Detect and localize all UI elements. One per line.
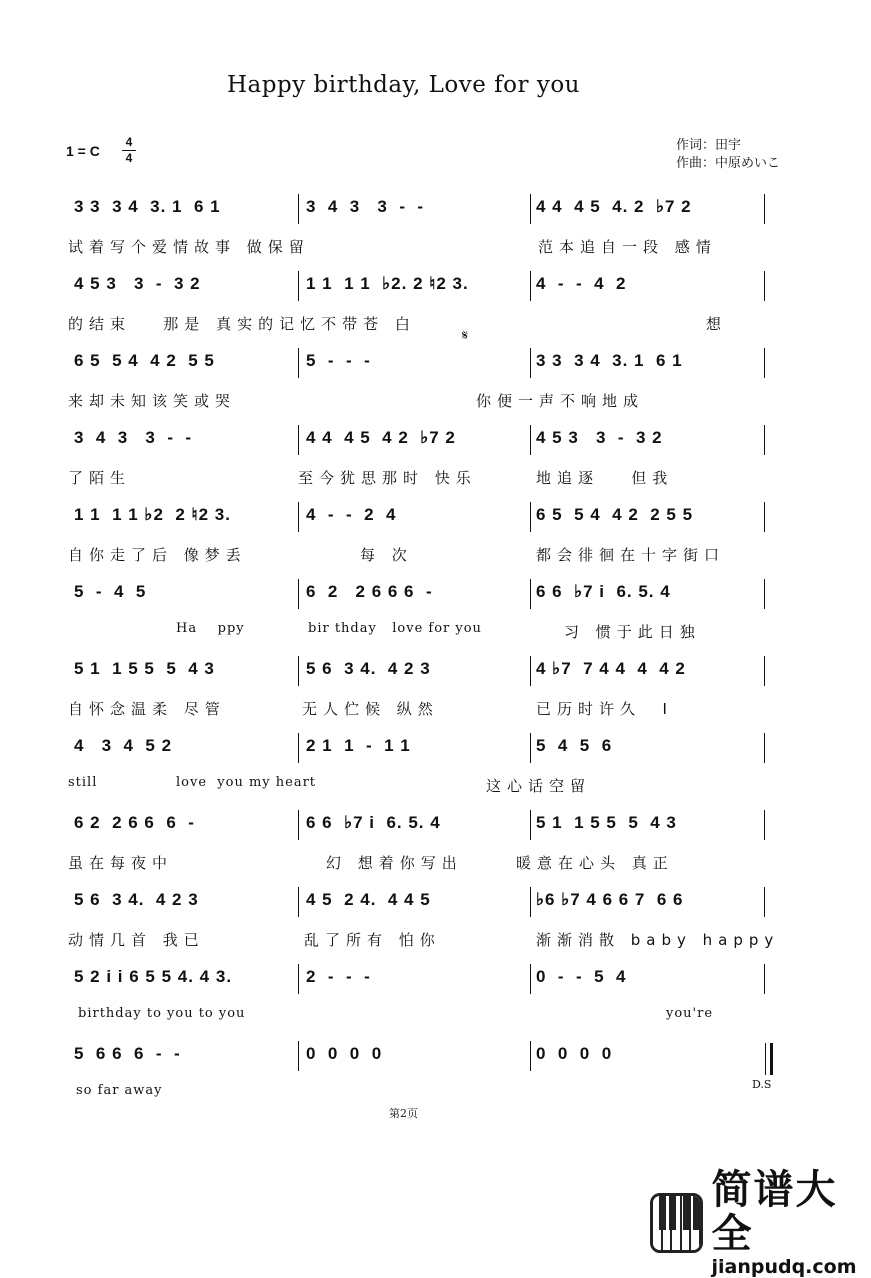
barline	[298, 425, 299, 455]
lyric-line: still	[68, 775, 98, 790]
barline	[764, 964, 765, 994]
measure-notes: 3 4 3 3 - -	[74, 428, 193, 447]
measure-notes: 6 6 ♭7 i 6. 5. 4	[306, 813, 441, 832]
lyric-line: so far away	[76, 1083, 163, 1098]
barline	[530, 579, 531, 609]
score-system	[66, 421, 776, 491]
lyric-line: 动情几首 我已	[68, 931, 205, 949]
measure	[306, 421, 531, 455]
barline	[298, 1041, 299, 1071]
measure	[74, 960, 299, 994]
barline	[764, 579, 765, 609]
measure-notes: 5 1 1 5 5 5 4 3	[536, 813, 677, 832]
measure	[536, 498, 761, 532]
barline	[298, 579, 299, 609]
score-system	[66, 960, 776, 1030]
measure-notes: 1 1 1 1 ♭2. 2 ♮2 3.	[306, 274, 469, 293]
lyric-line: 了陌生	[68, 469, 132, 487]
barline	[530, 194, 531, 224]
lyric-line: 自你走了后 像梦丢	[68, 546, 247, 564]
barline	[298, 502, 299, 532]
measure	[536, 267, 761, 301]
measure-notes: 4 - - 4 2	[536, 274, 627, 293]
measure	[536, 344, 761, 378]
measure-notes: 4 ♭7 7 4 4 4 4 2	[536, 659, 686, 678]
time-signature	[122, 136, 136, 165]
lyric-line: 无人伫候 纵然	[302, 700, 439, 718]
measure	[74, 190, 299, 224]
lyric-line: 每 次	[360, 546, 413, 564]
lyric-line: 的结束 那是 真实的记忆不带苍 白	[68, 315, 416, 333]
measure-notes: 6 5 5 4 4 2 5 5	[74, 351, 215, 370]
measure	[74, 806, 299, 840]
barline	[298, 810, 299, 840]
measure-notes: 4 5 2 4. 4 4 5	[306, 890, 431, 909]
measure-notes: 4 - - 2 4	[306, 505, 397, 524]
barline	[530, 1041, 531, 1071]
barline	[530, 271, 531, 301]
time-sig-bottom: 4	[125, 151, 133, 165]
barline	[530, 887, 531, 917]
barline	[530, 964, 531, 994]
measure	[536, 729, 761, 763]
measure	[74, 883, 299, 917]
barline	[298, 964, 299, 994]
measure-notes: 5 - 4 5	[74, 582, 147, 601]
measure	[74, 729, 299, 763]
measure	[536, 960, 761, 994]
measure	[74, 1037, 299, 1071]
lyricist-credit: 作词：田宇	[676, 138, 742, 153]
measure-notes: 4 4 4 5 4 2 ♭7 2	[306, 428, 456, 447]
measure-notes: 6 2 2 6 6 6 -	[74, 813, 195, 832]
barline	[530, 425, 531, 455]
measure	[306, 498, 531, 532]
measure	[74, 652, 299, 686]
measure-notes: 4 5 3 3 - 3 2	[74, 274, 201, 293]
measure	[536, 806, 761, 840]
lyric-line: birthday to you to you	[78, 1006, 246, 1021]
measure-notes: 5 6 3 4. 4 2 3	[74, 890, 199, 909]
score-system	[66, 344, 776, 414]
measure-notes: 4 3 4 5 2	[74, 736, 173, 755]
measure	[306, 652, 531, 686]
measure	[306, 190, 531, 224]
measure	[306, 960, 531, 994]
barline	[764, 810, 765, 840]
page-footer: 第2页	[389, 1107, 418, 1120]
measure-notes: 0 0 0 0	[306, 1044, 383, 1063]
barline	[298, 733, 299, 763]
site-logo	[650, 1168, 871, 1278]
lyric-line: 自怀念温柔 尽管	[68, 700, 226, 718]
barline	[298, 194, 299, 224]
lyric-line: 想	[706, 315, 728, 333]
measure	[306, 883, 531, 917]
score-system	[66, 575, 776, 645]
measure	[536, 575, 761, 609]
score-system	[66, 1037, 776, 1107]
measure-notes: 1 1 1 1 ♭2 2 ♮2 3.	[74, 505, 231, 524]
lyric-line: 你便一声不响地成	[476, 392, 645, 410]
segno-sign: 𝄋	[462, 328, 469, 344]
score-system	[66, 883, 780, 953]
barline	[530, 502, 531, 532]
measure-notes: 5 6 6 6 - -	[74, 1044, 181, 1063]
measure-notes: 4 5 3 3 - 3 2	[536, 428, 663, 447]
measure	[74, 498, 299, 532]
score-system	[66, 190, 776, 260]
measure-notes: 2 1 1 - 1 1	[306, 736, 411, 755]
measure-notes: 3 3 3 4 3. 1 6 1	[536, 351, 683, 370]
lyric-line: 习 惯于此日独	[564, 623, 701, 641]
lyric-line: Ha ppy	[176, 621, 245, 636]
score-system	[66, 806, 776, 876]
barline	[298, 887, 299, 917]
lyric-line: 渐渐消散 baby happy	[536, 931, 780, 949]
measure	[306, 729, 531, 763]
score-system	[66, 267, 776, 337]
measure	[74, 575, 299, 609]
measure-notes: 2 - - -	[306, 967, 371, 986]
barline	[764, 733, 765, 763]
measure-notes: 0 0 0 0	[536, 1044, 613, 1063]
lyric-line: 已历时许久 I	[536, 700, 673, 718]
measure	[306, 267, 531, 301]
barline	[764, 271, 765, 301]
barline	[298, 271, 299, 301]
measure	[306, 1037, 531, 1071]
lyric-line: 暖意在心头 真正	[516, 854, 674, 872]
barline	[764, 887, 765, 917]
measure	[74, 344, 299, 378]
measure-notes: 3 4 3 3 - -	[306, 197, 425, 216]
lyric-line: 范本追自一段 感情	[538, 238, 717, 256]
measure	[536, 1037, 761, 1071]
time-sig-top: 4	[125, 135, 133, 149]
final-barline	[765, 1043, 773, 1075]
logo-text: 简谱大全	[711, 1167, 838, 1257]
lyric-line: 乱了所有 怕你	[304, 931, 441, 949]
lyric-line: 试着写个爱情故事 做保留	[68, 238, 310, 256]
lyric-line: 地追逐 但我	[536, 469, 674, 487]
score-system	[66, 498, 776, 568]
score-system	[66, 729, 776, 799]
measure	[536, 421, 761, 455]
barline	[530, 656, 531, 686]
measure-notes: 5 6 3 4. 4 2 3	[306, 659, 431, 678]
measure-notes: 5 4 5 6	[536, 736, 613, 755]
barline	[764, 194, 765, 224]
piano-icon	[650, 1193, 703, 1253]
measure-notes: ♭6 ♭7 4 6 6 7 6 6	[536, 890, 684, 909]
measure-notes: 3 3 3 4 3. 1 6 1	[74, 197, 221, 216]
lyric-line: bir thday love for you	[308, 621, 482, 636]
measure-notes: 5 1 1 5 5 5 4 3	[74, 659, 215, 678]
measure-notes: 6 2 2 6 6 6 -	[306, 582, 433, 601]
measure-notes: 6 5 5 4 4 2 2 5 5	[536, 505, 694, 524]
lyric-line: 至今犹思那时 快乐	[298, 469, 477, 487]
barline	[764, 656, 765, 686]
barline	[530, 348, 531, 378]
barline	[764, 502, 765, 532]
measure	[536, 190, 761, 224]
measure-notes: 4 4 4 5 4. 2 ♭7 2	[536, 197, 692, 216]
measure	[74, 421, 299, 455]
score-system	[66, 652, 776, 722]
lyric-line: 这心话空留	[486, 777, 592, 795]
song-title: Happy birthday, Love for you	[226, 72, 580, 98]
lyric-line: 来却未知该笑或哭	[68, 392, 237, 410]
measure-notes: 6 6 ♭7 i 6. 5. 4	[536, 582, 671, 601]
lyric-line: 幻 想着你写出	[326, 854, 463, 872]
measure-notes: 5 2 i i 6 5 5 4. 4 3.	[74, 967, 233, 986]
barline	[298, 656, 299, 686]
lyric-line: 都会徘徊在十字街口	[536, 546, 726, 564]
logo-url: jianpudq.com	[711, 1256, 857, 1278]
measure-notes: 0 - - 5 4	[536, 967, 627, 986]
measure	[536, 652, 761, 686]
barline	[530, 810, 531, 840]
key-signature: 1 = C	[66, 143, 100, 159]
barline	[298, 348, 299, 378]
lyric-line: you're	[666, 1006, 714, 1021]
measure	[306, 806, 531, 840]
lyric-line: love you my heart	[176, 775, 317, 790]
barline	[764, 425, 765, 455]
barline	[530, 733, 531, 763]
composer-credit: 作曲：中原めいこ	[676, 156, 781, 171]
lyric-line: 虽在每夜中	[68, 854, 174, 872]
measure	[306, 344, 531, 378]
measure	[306, 575, 531, 609]
measure	[74, 267, 299, 301]
measure	[536, 883, 761, 917]
ds-marking: D.S	[752, 1078, 772, 1091]
barline	[764, 348, 765, 378]
measure-notes: 5 - - -	[306, 351, 371, 370]
